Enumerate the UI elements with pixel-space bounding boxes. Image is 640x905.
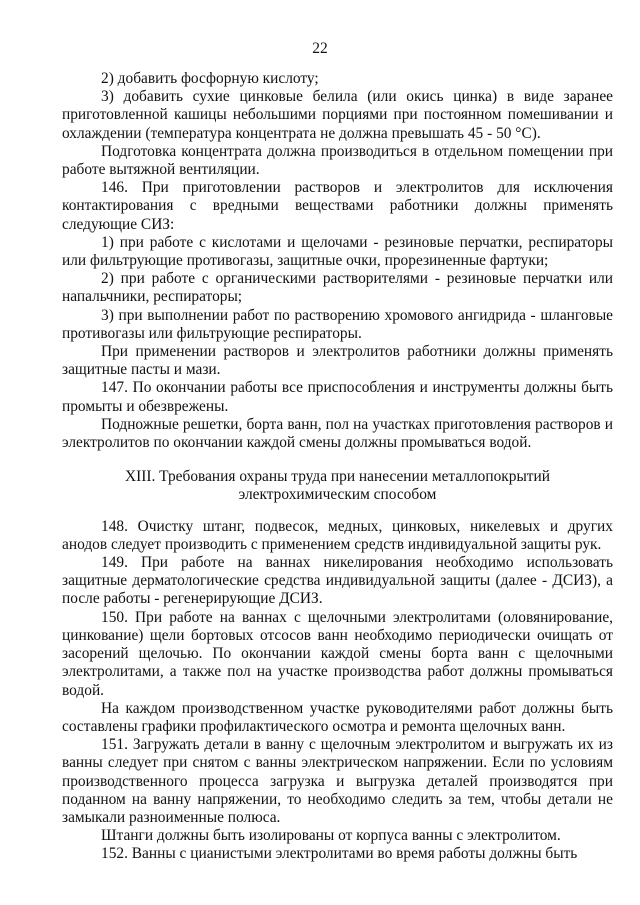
paragraph-item-2: 2) добавить фосфорную кислоту; — [101, 70, 319, 87]
paragraph-146: 146. При приготовлении растворов и электролитов для исключения контактирования с вредными веществами работники должны применять следующие СИЗ: — [62, 179, 613, 233]
page-content — [62, 70, 613, 864]
paragraph-insulated-rods: Штанги должны быть изолированы от корпуса ванны с электролитом. — [101, 827, 561, 845]
paragraph-151: 151. Загружать детали в ванну с щелочным электролитом и выгружать их из ванны следует при снятом с ванны электрическом напряжении. Если по условиям производственного процесса загрузка и выгрузка деталей производятся при поданном на ванну напряжении, то необходимо следить за тем, чтобы детали не замыкали разноименные полюса. — [62, 736, 613, 826]
section-heading — [62, 468, 613, 504]
paragraph-146-item-1: 1) при работе с кислотами и щелочами - резиновые перчатки, респираторы или фильтрующие противогазы, защитные очки, прорезиненные фартуки; — [62, 233, 613, 270]
paragraph-150: 150. При работе на ваннах с щелочными электролитами (оловянирование, цинкование) щели бортовых отсосов ванн необходимо периодически очищать от засорений щелочью. По окончании каждой смены борта ванн с щелочными электролитами, а также пол на участке производства работ должны промываться водой. — [62, 608, 613, 699]
paragraph-item-3: 3) добавить сухие цинковые белила (или окись цинка) в виде заранее приготовленной кашицы небольшими порциями при постоянном помешивании и охлаждении (температура концентрата не должна превышать 45 - 50 °С). — [62, 88, 613, 142]
paragraph-146-item-3: 3) при выполнении работ по растворению хромового ангидрида - шланговые противогазы или фильтрующие респираторы. — [62, 306, 613, 342]
paragraph-148: 148. Очистку штанг, подвесок, медных, цинковых, никелевых и других анодов следует производить с применением средств индивидуальной защиты рук. — [62, 517, 613, 553]
paragraph-146-item-2: 2) при работе с органическими растворителями - резиновые перчатки или напальчники, респираторы; — [62, 270, 613, 306]
paragraph-protective-pastes: При применении растворов и электролитов работники должны применять защитные пасты и мази. — [62, 343, 613, 379]
paragraph-concentrate-preparation: Подготовка концентрата должна производиться в отдельном помещении при работе вытяжной вентиляции. — [62, 142, 613, 179]
paragraph-152: 152. Ванны с цианистыми электролитами во время работы должны быть — [101, 845, 578, 863]
paragraph-147: 147. По окончании работы все приспособления и инструменты должны быть промыты и обезврежены. — [62, 379, 613, 415]
paragraph-149: 149. При работе на ваннах никелирования необходимо использовать защитные дерматологические средства индивидуальной защиты (далее - ДСИЗ), а после работы - регенерирующие ДСИЗ. — [62, 554, 613, 608]
page-number: 22 — [312, 40, 328, 57]
section-heading-line-1: XIII. Требования охраны труда при нанесении металлопокрытий — [124, 468, 551, 486]
section-heading-line-2: электрохимическим способом — [238, 486, 437, 504]
paragraph-floor-gratings: Подножные решетки, борта ванн, пол на участках приготовления растворов и электролитов по окончании каждой смены должны промываться водой. — [62, 415, 613, 452]
paragraph-inspection-schedules: На каждом производственном участке руководителями работ должны быть составлены графики профилактического осмотра и ремонта щелочных ванн. — [62, 699, 613, 735]
